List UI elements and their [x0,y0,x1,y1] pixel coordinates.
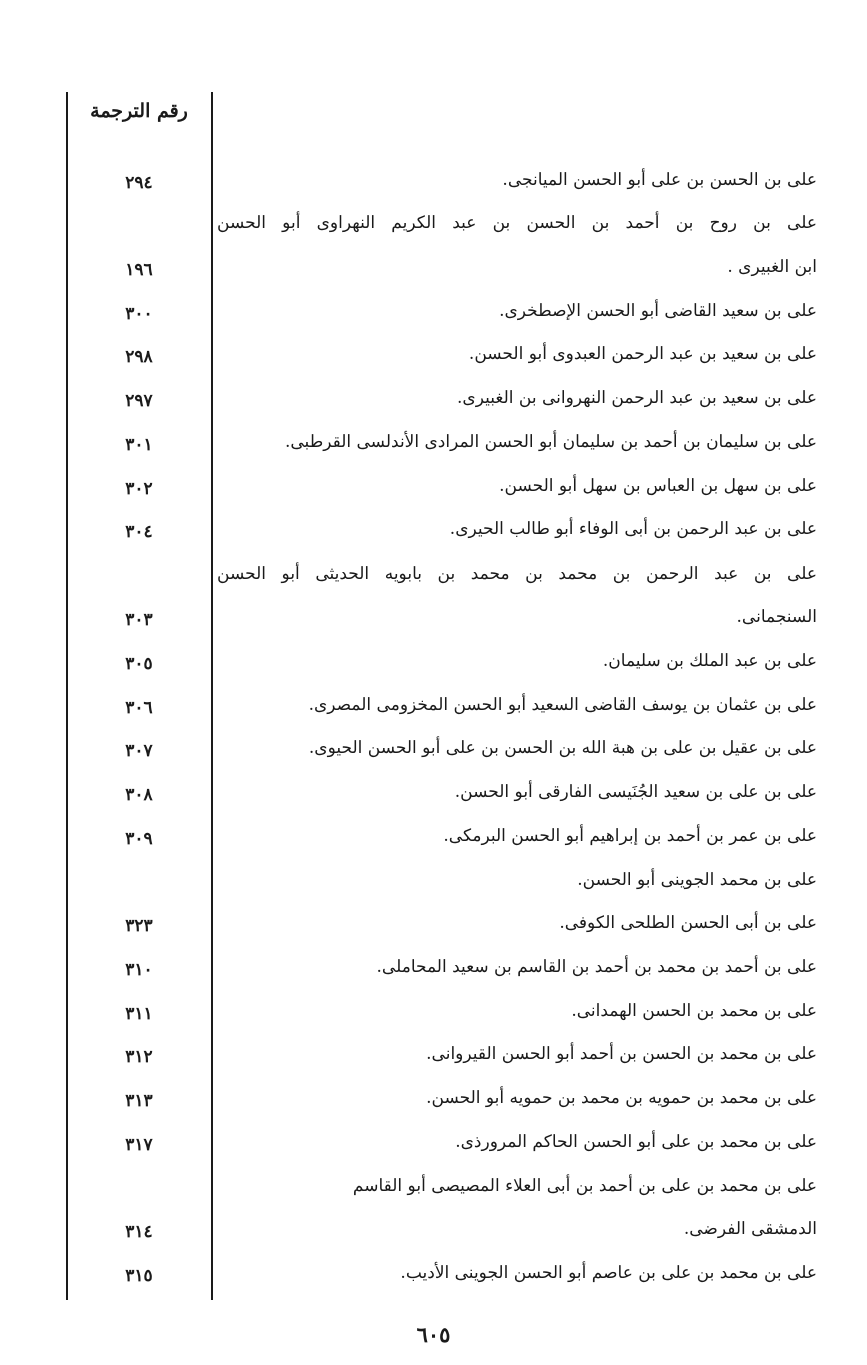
entry-line: على بن محمد بن الحسن الهمدانى. [571,1001,817,1021]
left-column-rule [66,92,68,1300]
translation-number: ٢٩٧ [125,391,153,411]
entry-line: على بن محمد بن الحسن بن أحمد أبو الحسن القيروانى. [426,1044,817,1064]
entry-line: على بن محمد بن على بن عاصم أبو الحسن الجوينى الأديب. [400,1263,817,1283]
entry-line: على بن روح بن أحمد بن الحسن بن عبد الكريم النهراوى أبو الحسن [217,213,817,233]
translation-number: ٣١٠ [125,960,153,980]
translation-number: ٣٠٥ [125,654,153,674]
translation-number: ٣٠٤ [125,522,153,542]
entry-line: على بن عقيل بن على بن هبة الله بن الحسن بن على أبو الحسن الحيوى. [308,738,817,758]
translation-number: ٣١٢ [125,1047,153,1067]
entry-line: على بن الحسن بن على أبو الحسن الميانجى. [502,170,817,190]
entry-line: على بن أبى الحسن الطلحى الكوفى. [559,913,817,933]
column-heading: رقم الترجمة [90,100,188,122]
entry-line: على بن سعيد بن عبد الرحمن العبدوى أبو الحسن. [468,344,817,364]
translation-number: ٢٩٨ [125,347,153,367]
translation-number: ٣٠٠ [125,304,153,324]
entry-line: على بن سعيد القاضى أبو الحسن الإصطخرى. [499,301,817,321]
entry-line: على بن محمد بن حمويه بن محمد بن حمويه أبو الحسن. [426,1088,817,1108]
entry-line: على بن عمر بن أحمد بن إبراهيم أبو الحسن البرمكى. [443,826,817,846]
translation-number: ٣٠٩ [125,829,153,849]
entry-line: على بن على بن سعيد الجُنَيسى الفارقى أبو الحسن. [454,782,817,802]
translation-number: ٣٢٣ [125,916,153,936]
entry-line: على بن محمد بن على بن أحمد بن أبى العلاء المصيصى أبو القاسم [352,1176,817,1196]
translation-number: ٣٠٦ [125,698,153,718]
entry-line: على بن عبد الرحمن بن محمد بن محمد بن بابويه الحديثى أبو الحسن [217,564,817,584]
right-column-rule [211,92,213,1300]
translation-number: ٣١٧ [125,1135,153,1155]
entry-line: على بن سعيد بن عبد الرحمن النهروانى بن الغبيرى. [457,388,817,408]
entry-line: على بن محمد بن على أبو الحسن الحاكم المرورذى. [455,1132,817,1152]
entry-line: على بن أحمد بن محمد بن أحمد بن القاسم بن سعيد المحاملى. [376,957,817,977]
entry-line: السنجمانى. [736,607,817,627]
entry-line: على بن محمد الجوينى أبو الحسن. [577,870,817,890]
translation-number: ٣١٤ [125,1222,153,1242]
entry-line: على بن عبد الرحمن بن أبى الوفاء أبو طالب الحيرى. [449,519,817,539]
entry-line: الدمشقى الفرضى. [683,1219,817,1239]
translation-number: ٣٠٢ [125,479,153,499]
translation-number: ٣٠٣ [125,610,153,630]
entry-line: على بن سليمان بن أحمد بن سليمان أبو الحسن المرادى الأندلسى القرطبى. [284,432,817,452]
translation-number: ٢٩٤ [125,173,153,193]
entry-line: على بن عثمان بن يوسف القاضى السعيد أبو الحسن المخزومى المصرى. [308,695,817,715]
entry-line: ابن الغبيرى . [727,257,817,277]
translation-number: ٣١٥ [125,1266,153,1286]
translation-number: ٣١١ [125,1004,153,1024]
translation-number: ٣٠٨ [125,785,153,805]
entry-line: على بن عبد الملك بن سليمان. [602,651,817,671]
translation-number: ٣٠١ [125,435,153,455]
translation-number: ٣٠٧ [125,741,153,761]
translation-number: ٣١٣ [125,1091,153,1111]
entry-line: على بن سهل بن العباس بن سهل أبو الحسن. [499,476,817,496]
translation-number: ١٩٦ [125,260,153,280]
page-number: ٦٠٥ [416,1322,451,1347]
